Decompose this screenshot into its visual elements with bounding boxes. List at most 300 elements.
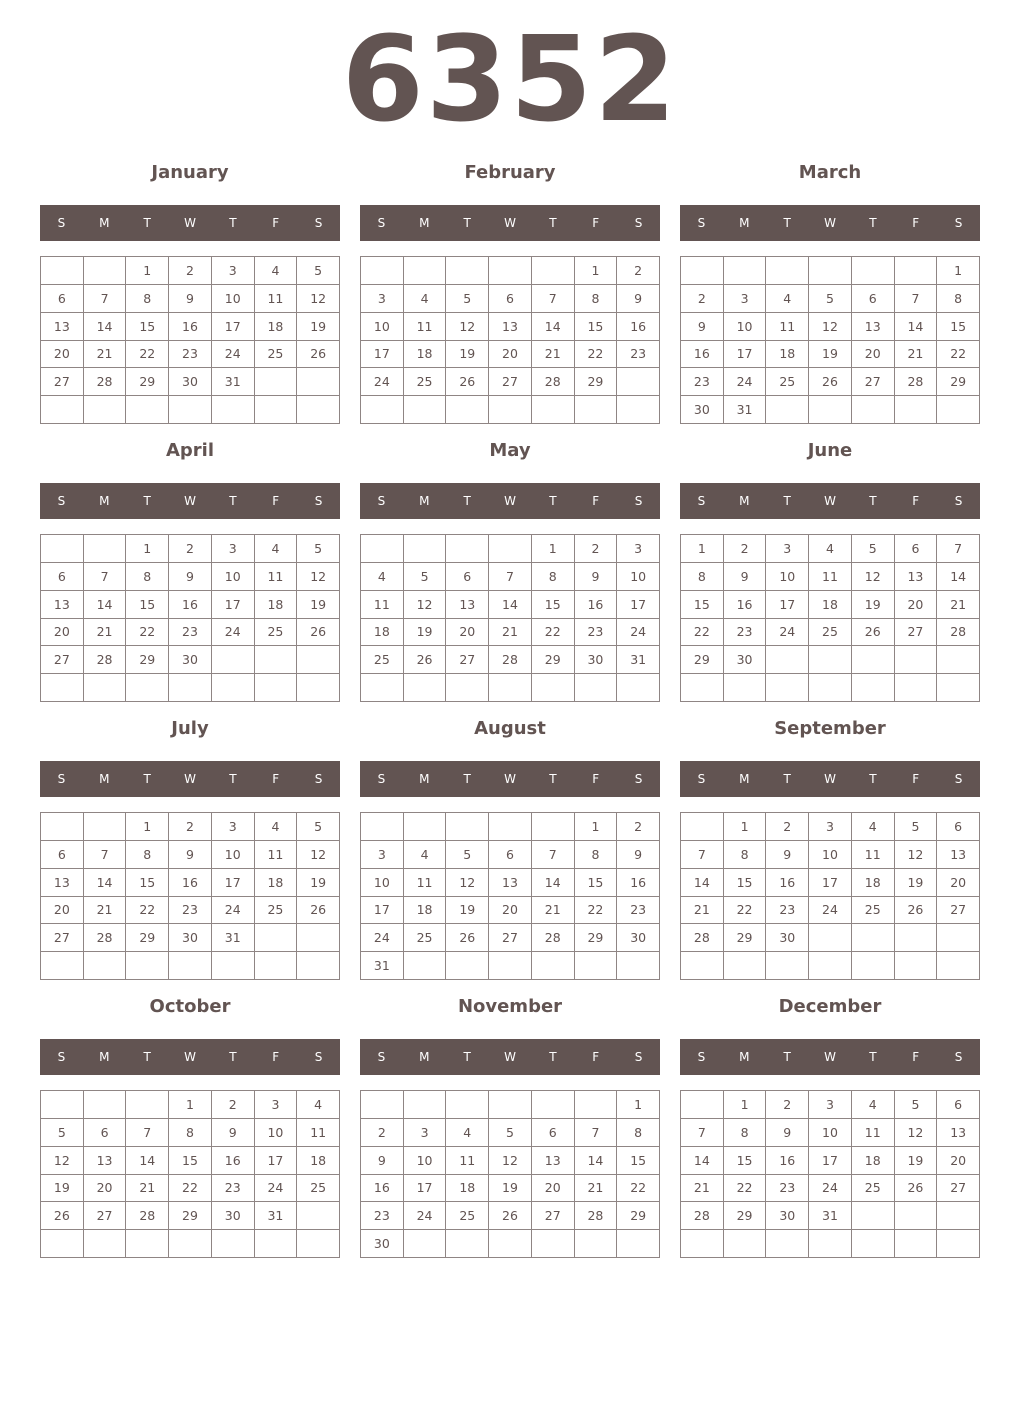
empty-cell <box>126 396 169 424</box>
day-cell: 11 <box>852 1119 895 1147</box>
day-cell: 7 <box>126 1119 169 1147</box>
day-cell: 28 <box>489 646 532 674</box>
day-cell: 10 <box>809 1119 852 1147</box>
empty-cell <box>126 952 169 980</box>
day-cell: 17 <box>724 341 767 369</box>
day-cell: 18 <box>852 1147 895 1175</box>
weekday-label: T <box>463 494 471 508</box>
day-cell: 25 <box>809 619 852 647</box>
day-cell: 20 <box>489 341 532 369</box>
day-cell: 1 <box>937 257 980 285</box>
day-cell: 7 <box>681 1119 724 1147</box>
day-grid <box>360 534 660 702</box>
day-cell: 20 <box>489 897 532 925</box>
day-cell: 3 <box>404 1119 447 1147</box>
day-grid <box>40 812 340 980</box>
day-cell: 26 <box>404 646 447 674</box>
empty-cell <box>297 924 340 952</box>
day-cell: 4 <box>255 813 298 841</box>
day-cell: 13 <box>84 1147 127 1175</box>
day-cell: 9 <box>212 1119 255 1147</box>
day-cell: 4 <box>255 257 298 285</box>
day-cell: 9 <box>361 1147 404 1175</box>
day-cell: 26 <box>41 1202 84 1230</box>
day-cell: 16 <box>169 313 212 341</box>
weekday-label: F <box>272 772 280 786</box>
day-cell: 4 <box>361 563 404 591</box>
day-cell: 16 <box>617 313 660 341</box>
empty-cell <box>212 396 255 424</box>
empty-cell <box>852 646 895 674</box>
weekday-label: F <box>592 216 600 230</box>
day-cell: 5 <box>404 563 447 591</box>
weekday-label: M <box>739 1050 750 1064</box>
day-cell: 12 <box>489 1147 532 1175</box>
day-cell: 1 <box>126 813 169 841</box>
day-cell: 2 <box>169 257 212 285</box>
month-name: July <box>171 718 209 739</box>
weekday-label: S <box>954 494 963 508</box>
day-cell: 14 <box>895 313 938 341</box>
day-cell: 30 <box>575 646 618 674</box>
day-cell: 3 <box>212 813 255 841</box>
day-cell: 28 <box>681 1202 724 1230</box>
empty-cell <box>575 1091 618 1119</box>
day-cell: 8 <box>532 563 575 591</box>
weekday-label: S <box>377 1050 386 1064</box>
weekday-label: M <box>419 216 430 230</box>
empty-cell <box>404 1230 447 1258</box>
empty-cell <box>169 674 212 702</box>
day-cell: 13 <box>937 1119 980 1147</box>
empty-cell <box>404 952 447 980</box>
empty-cell <box>852 1230 895 1258</box>
weekday-label: S <box>314 772 323 786</box>
day-cell: 26 <box>446 924 489 952</box>
weekday-label: S <box>57 494 66 508</box>
day-cell: 6 <box>84 1119 127 1147</box>
empty-cell <box>361 257 404 285</box>
day-cell: 3 <box>809 813 852 841</box>
day-cell: 18 <box>361 619 404 647</box>
day-cell: 23 <box>681 368 724 396</box>
day-cell: 10 <box>255 1119 298 1147</box>
day-cell: 8 <box>575 285 618 313</box>
day-cell: 7 <box>84 841 127 869</box>
day-cell: 13 <box>446 591 489 619</box>
weekday-label: S <box>697 494 706 508</box>
weekday-label: T <box>869 494 877 508</box>
day-cell: 18 <box>404 341 447 369</box>
day-cell: 4 <box>809 535 852 563</box>
weekday-label: S <box>57 1050 66 1064</box>
weekday-label: F <box>272 1050 280 1064</box>
day-cell: 19 <box>852 591 895 619</box>
day-cell: 14 <box>489 591 532 619</box>
day-cell: 30 <box>766 924 809 952</box>
month-name: February <box>464 162 556 183</box>
day-cell: 22 <box>575 341 618 369</box>
weekday-label: M <box>419 772 430 786</box>
empty-cell <box>489 952 532 980</box>
day-cell: 23 <box>575 619 618 647</box>
day-cell: 1 <box>575 257 618 285</box>
day-cell: 21 <box>84 341 127 369</box>
empty-cell <box>361 674 404 702</box>
day-cell: 29 <box>617 1202 660 1230</box>
day-cell: 25 <box>404 368 447 396</box>
day-cell: 21 <box>681 897 724 925</box>
day-cell: 12 <box>297 563 340 591</box>
empty-cell <box>404 535 447 563</box>
empty-cell <box>575 1230 618 1258</box>
empty-cell <box>212 646 255 674</box>
day-cell: 29 <box>937 368 980 396</box>
weekday-label: T <box>549 1050 557 1064</box>
weekday-header <box>40 205 340 241</box>
day-cell: 21 <box>895 341 938 369</box>
day-cell: 10 <box>404 1147 447 1175</box>
weekday-label: F <box>912 494 920 508</box>
day-cell: 22 <box>937 341 980 369</box>
day-cell: 24 <box>212 619 255 647</box>
day-cell: 6 <box>489 841 532 869</box>
day-cell: 12 <box>895 1119 938 1147</box>
day-cell: 15 <box>126 591 169 619</box>
empty-cell <box>297 1202 340 1230</box>
day-cell: 29 <box>575 368 618 396</box>
day-cell: 6 <box>937 813 980 841</box>
day-cell: 12 <box>297 841 340 869</box>
day-cell: 19 <box>297 869 340 897</box>
day-cell: 9 <box>766 841 809 869</box>
day-cell: 1 <box>126 257 169 285</box>
day-cell: 30 <box>766 1202 809 1230</box>
weekday-label: T <box>229 1050 237 1064</box>
weekday-label: S <box>377 494 386 508</box>
day-cell: 2 <box>766 1091 809 1119</box>
empty-cell <box>404 674 447 702</box>
day-cell: 15 <box>169 1147 212 1175</box>
weekday-label: S <box>954 772 963 786</box>
day-cell: 26 <box>489 1202 532 1230</box>
day-cell: 17 <box>361 897 404 925</box>
day-cell: 30 <box>169 924 212 952</box>
day-cell: 3 <box>361 841 404 869</box>
empty-cell <box>575 952 618 980</box>
day-cell: 8 <box>724 1119 767 1147</box>
day-cell: 31 <box>212 924 255 952</box>
empty-cell <box>255 1230 298 1258</box>
day-cell: 20 <box>41 619 84 647</box>
day-grid <box>680 256 980 424</box>
day-cell: 20 <box>41 897 84 925</box>
day-cell: 8 <box>681 563 724 591</box>
weekday-label: T <box>549 216 557 230</box>
day-cell: 29 <box>724 1202 767 1230</box>
day-cell: 2 <box>575 535 618 563</box>
day-cell: 26 <box>852 619 895 647</box>
day-cell: 15 <box>724 869 767 897</box>
empty-cell <box>681 1230 724 1258</box>
day-cell: 7 <box>532 285 575 313</box>
day-cell: 6 <box>446 563 489 591</box>
day-grid <box>680 534 980 702</box>
day-cell: 14 <box>681 1147 724 1175</box>
day-cell: 23 <box>169 897 212 925</box>
empty-cell <box>617 952 660 980</box>
day-cell: 29 <box>724 924 767 952</box>
day-cell: 18 <box>255 313 298 341</box>
empty-cell <box>84 1230 127 1258</box>
day-cell: 8 <box>724 841 767 869</box>
day-cell: 19 <box>297 591 340 619</box>
empty-cell <box>766 257 809 285</box>
day-cell: 14 <box>84 869 127 897</box>
day-cell: 12 <box>404 591 447 619</box>
day-cell: 15 <box>575 869 618 897</box>
weekday-label: S <box>377 772 386 786</box>
empty-cell <box>852 257 895 285</box>
empty-cell <box>404 1091 447 1119</box>
day-cell: 4 <box>852 813 895 841</box>
day-grid <box>680 1090 980 1258</box>
empty-cell <box>681 257 724 285</box>
day-cell: 9 <box>681 313 724 341</box>
weekday-header <box>360 1039 660 1075</box>
day-cell: 25 <box>404 924 447 952</box>
day-cell: 8 <box>126 285 169 313</box>
day-cell: 5 <box>895 1091 938 1119</box>
weekday-label: F <box>272 494 280 508</box>
day-cell: 1 <box>575 813 618 841</box>
empty-cell <box>489 257 532 285</box>
day-cell: 28 <box>84 368 127 396</box>
day-cell: 18 <box>255 591 298 619</box>
day-cell: 15 <box>575 313 618 341</box>
day-cell: 3 <box>809 1091 852 1119</box>
day-cell: 18 <box>766 341 809 369</box>
day-cell: 27 <box>446 646 489 674</box>
empty-cell <box>84 952 127 980</box>
empty-cell <box>84 674 127 702</box>
weekday-label: T <box>869 1050 877 1064</box>
empty-cell <box>532 396 575 424</box>
empty-cell <box>937 952 980 980</box>
day-cell: 10 <box>212 841 255 869</box>
day-cell: 10 <box>212 563 255 591</box>
weekday-label: S <box>634 494 643 508</box>
empty-cell <box>41 813 84 841</box>
day-cell: 3 <box>724 285 767 313</box>
empty-cell <box>169 396 212 424</box>
day-cell: 21 <box>937 591 980 619</box>
empty-cell <box>895 396 938 424</box>
day-cell: 18 <box>297 1147 340 1175</box>
weekday-label: F <box>592 772 600 786</box>
weekday-label: S <box>314 1050 323 1064</box>
day-cell: 26 <box>895 897 938 925</box>
day-cell: 22 <box>575 897 618 925</box>
empty-cell <box>41 1230 84 1258</box>
empty-cell <box>724 1230 767 1258</box>
day-cell: 27 <box>41 368 84 396</box>
day-cell: 8 <box>575 841 618 869</box>
day-cell: 21 <box>126 1175 169 1203</box>
empty-cell <box>297 952 340 980</box>
day-cell: 17 <box>404 1175 447 1203</box>
month-name: October <box>149 996 231 1017</box>
weekday-header <box>680 1039 980 1075</box>
day-cell: 26 <box>297 897 340 925</box>
day-cell: 14 <box>126 1147 169 1175</box>
day-cell: 24 <box>766 619 809 647</box>
weekday-label: F <box>912 772 920 786</box>
empty-cell <box>532 674 575 702</box>
day-cell: 14 <box>937 563 980 591</box>
weekday-label: S <box>954 216 963 230</box>
day-cell: 2 <box>361 1119 404 1147</box>
day-cell: 25 <box>852 1175 895 1203</box>
day-cell: 31 <box>617 646 660 674</box>
day-cell: 4 <box>852 1091 895 1119</box>
weekday-label: W <box>824 216 836 230</box>
day-cell: 28 <box>575 1202 618 1230</box>
day-cell: 21 <box>489 619 532 647</box>
month-name: May <box>489 440 531 461</box>
empty-cell <box>532 1091 575 1119</box>
day-cell: 31 <box>724 396 767 424</box>
empty-cell <box>895 257 938 285</box>
day-cell: 8 <box>617 1119 660 1147</box>
day-cell: 9 <box>617 841 660 869</box>
weekday-header <box>680 761 980 797</box>
weekday-label: T <box>463 772 471 786</box>
day-cell: 20 <box>852 341 895 369</box>
day-cell: 1 <box>724 813 767 841</box>
day-cell: 6 <box>41 563 84 591</box>
day-cell: 12 <box>446 313 489 341</box>
weekday-label: S <box>634 1050 643 1064</box>
weekday-header <box>680 205 980 241</box>
weekday-label: T <box>229 772 237 786</box>
day-cell: 19 <box>446 897 489 925</box>
day-cell: 27 <box>489 924 532 952</box>
day-cell: 28 <box>126 1202 169 1230</box>
empty-cell <box>489 535 532 563</box>
empty-cell <box>446 257 489 285</box>
empty-cell <box>766 396 809 424</box>
day-cell: 13 <box>41 869 84 897</box>
day-cell: 13 <box>852 313 895 341</box>
day-cell: 13 <box>489 869 532 897</box>
empty-cell <box>681 952 724 980</box>
day-cell: 2 <box>212 1091 255 1119</box>
day-cell: 8 <box>937 285 980 313</box>
day-cell: 30 <box>617 924 660 952</box>
weekday-label: T <box>869 772 877 786</box>
day-cell: 24 <box>809 897 852 925</box>
weekday-label: S <box>314 216 323 230</box>
month-name: April <box>165 440 215 461</box>
empty-cell <box>489 813 532 841</box>
empty-cell <box>489 674 532 702</box>
day-cell: 5 <box>895 813 938 841</box>
weekday-label: M <box>99 1050 110 1064</box>
day-cell: 23 <box>766 1175 809 1203</box>
day-cell: 14 <box>532 869 575 897</box>
day-cell: 5 <box>489 1119 532 1147</box>
weekday-label: M <box>419 1050 430 1064</box>
empty-cell <box>937 1202 980 1230</box>
day-cell: 15 <box>126 869 169 897</box>
day-cell: 3 <box>255 1091 298 1119</box>
empty-cell <box>212 674 255 702</box>
day-cell: 13 <box>937 841 980 869</box>
weekday-header <box>360 483 660 519</box>
day-cell: 5 <box>852 535 895 563</box>
day-cell: 16 <box>575 591 618 619</box>
day-cell: 2 <box>681 285 724 313</box>
day-cell: 5 <box>446 285 489 313</box>
day-cell: 21 <box>575 1175 618 1203</box>
day-cell: 5 <box>297 535 340 563</box>
day-cell: 22 <box>532 619 575 647</box>
empty-cell <box>84 535 127 563</box>
empty-cell <box>446 535 489 563</box>
empty-cell <box>852 674 895 702</box>
day-cell: 1 <box>126 535 169 563</box>
weekday-label: W <box>824 494 836 508</box>
day-cell: 17 <box>255 1147 298 1175</box>
day-cell: 13 <box>532 1147 575 1175</box>
day-cell: 20 <box>532 1175 575 1203</box>
empty-cell <box>84 1091 127 1119</box>
weekday-label: S <box>697 1050 706 1064</box>
day-cell: 22 <box>724 897 767 925</box>
weekday-label: S <box>697 772 706 786</box>
day-cell: 8 <box>126 563 169 591</box>
day-cell: 16 <box>766 869 809 897</box>
empty-cell <box>895 924 938 952</box>
day-grid <box>360 256 660 424</box>
empty-cell <box>169 952 212 980</box>
day-cell: 16 <box>212 1147 255 1175</box>
day-cell: 12 <box>446 869 489 897</box>
day-cell: 24 <box>212 341 255 369</box>
day-cell: 2 <box>617 813 660 841</box>
empty-cell <box>937 396 980 424</box>
empty-cell <box>84 396 127 424</box>
day-cell: 25 <box>361 646 404 674</box>
day-cell: 29 <box>575 924 618 952</box>
day-cell: 24 <box>724 368 767 396</box>
day-cell: 5 <box>297 813 340 841</box>
empty-cell <box>41 257 84 285</box>
day-cell: 27 <box>532 1202 575 1230</box>
empty-cell <box>766 952 809 980</box>
empty-cell <box>852 924 895 952</box>
day-cell: 18 <box>255 869 298 897</box>
day-cell: 10 <box>724 313 767 341</box>
weekday-label: S <box>634 772 643 786</box>
empty-cell <box>766 1230 809 1258</box>
day-cell: 11 <box>255 285 298 313</box>
day-cell: 20 <box>937 1147 980 1175</box>
day-cell: 24 <box>255 1175 298 1203</box>
empty-cell <box>766 674 809 702</box>
weekday-header <box>680 483 980 519</box>
